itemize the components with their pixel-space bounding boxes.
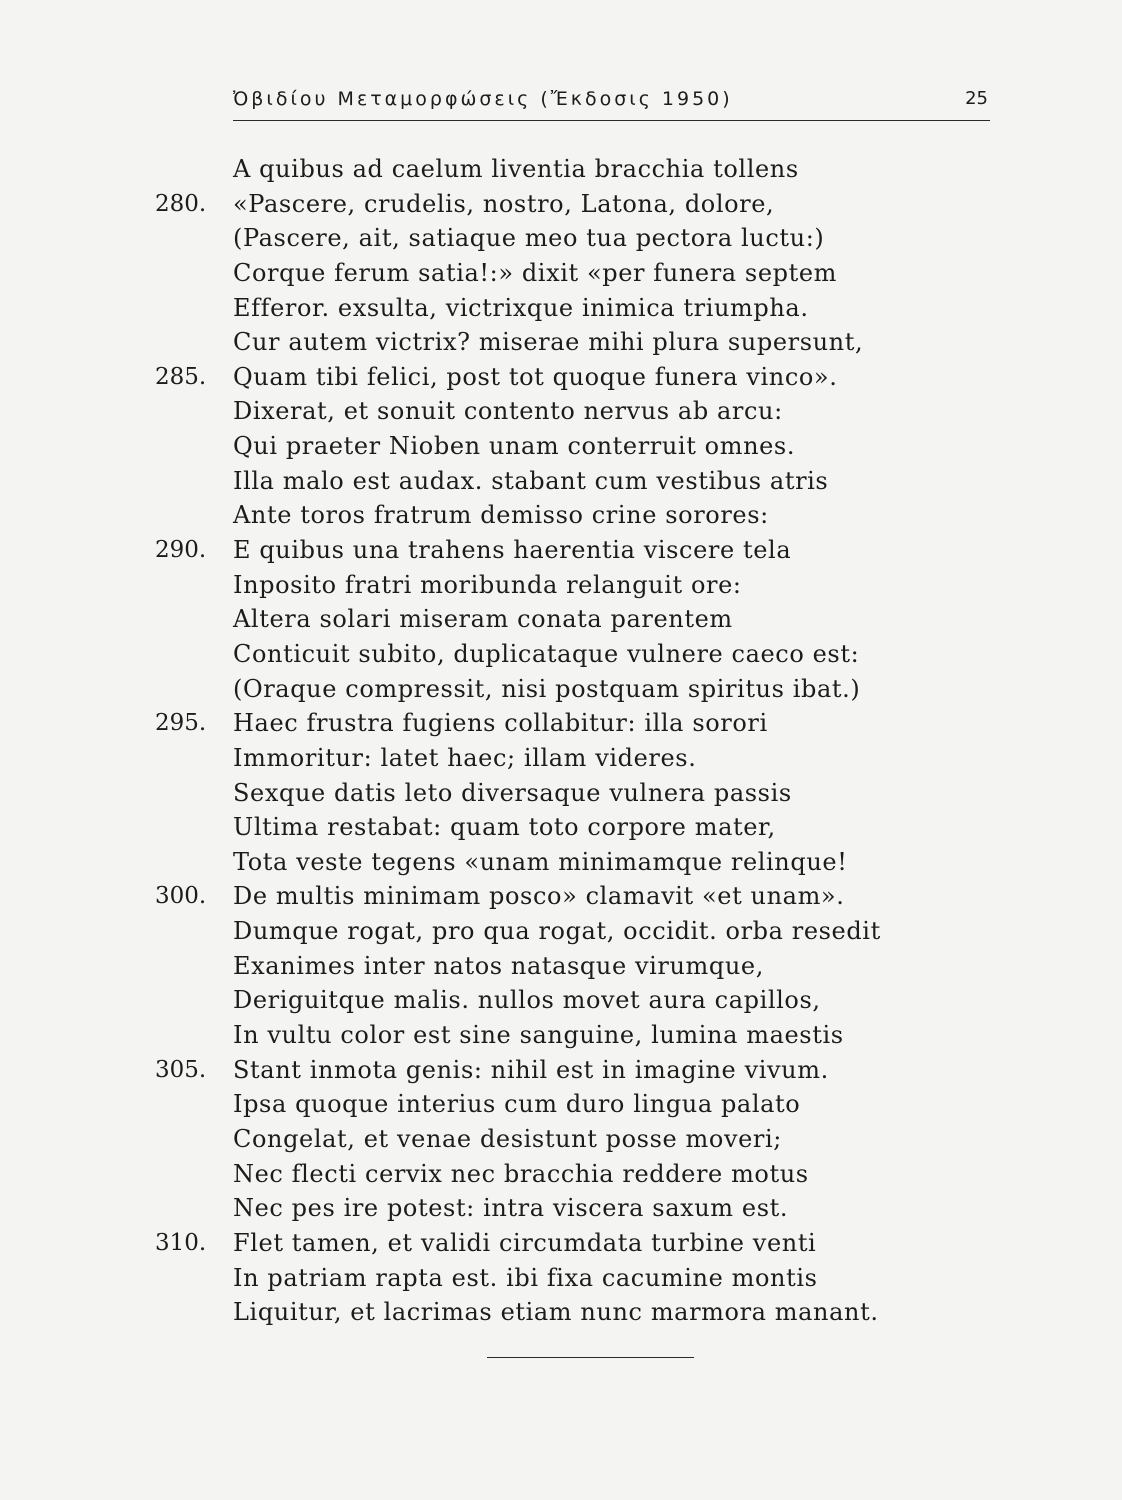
verse-line xyxy=(155,325,955,360)
running-title: Ὀβιδίου Μεταμορφώσεις (Ἔκδοσις 1950) xyxy=(233,88,733,110)
verse-line xyxy=(155,533,955,568)
verse-line xyxy=(155,949,955,984)
verse-text: Ipsa quoque interius cum duro lingua palato xyxy=(233,1090,801,1119)
page-header xyxy=(233,88,990,122)
verse-line xyxy=(155,291,955,326)
verse-text: Illa malo est audax. stabant cum vestibus atris xyxy=(233,466,829,495)
verse-text: (Oraque compressit, nisi postquam spiritus ibat.) xyxy=(233,674,861,703)
page-number: 25 xyxy=(965,88,988,109)
verse-line xyxy=(155,1018,955,1053)
line-number: 290. xyxy=(155,537,207,564)
verse-line xyxy=(155,568,955,603)
verse-text: Nec pes ire potest: intra viscera saxum est. xyxy=(233,1194,789,1223)
verse-text: Efferor. exsulta, victrixque inimica triumpha. xyxy=(233,293,809,322)
verse-text: E quibus una trahens haerentia viscere tela xyxy=(233,536,792,565)
verse-text: Immoritur: latet haec; illam videres. xyxy=(233,743,697,772)
verse-line xyxy=(155,1087,955,1122)
verse-text: Stant inmota genis: nihil est in imagine vivum. xyxy=(233,1055,829,1084)
verse-line xyxy=(155,221,955,256)
verse-text: Cur autem victrix? miserae mihi plura supersunt, xyxy=(233,328,864,357)
verse-text: De multis minimam posco» clamavit «et unam». xyxy=(233,882,845,911)
verse-line xyxy=(155,914,955,949)
verse-line xyxy=(155,1295,955,1330)
line-number: 285. xyxy=(155,363,207,390)
verse-text: A quibus ad caelum liventia bracchia tollens xyxy=(233,155,799,183)
verse-line xyxy=(155,187,955,222)
verse-line xyxy=(155,845,955,880)
verse-line xyxy=(155,706,955,741)
verse-text: In vultu color est sine sanguine, lumina maestis xyxy=(233,1021,844,1050)
line-number: 295. xyxy=(155,710,207,737)
verse-text: Ultima restabat: quam toto corpore mater, xyxy=(233,813,776,842)
header-rule xyxy=(233,120,990,121)
verse-text: Ante toros fratrum demisso crine sorores: xyxy=(233,501,769,530)
verse-line xyxy=(155,983,955,1018)
verse-text: Corque ferum satia!:» dixit «per funera septem xyxy=(233,258,838,287)
verse-line xyxy=(155,1122,955,1157)
verse-line xyxy=(155,741,955,776)
verse-text: Altera solari miseram conata parentem xyxy=(233,605,733,634)
verse-text: Congelat, et venae desistunt posse moveri; xyxy=(233,1124,782,1153)
verse-text: Tota veste tegens «unam minimamque relinque! xyxy=(233,847,848,876)
verse-text: In patriam rapta est. ibi fixa cacumine montis xyxy=(233,1263,818,1292)
verse-line xyxy=(155,464,955,499)
verse-text: Dixerat, et sonuit contento nervus ab arcu: xyxy=(233,397,783,426)
verse-line xyxy=(155,879,955,914)
verse-line xyxy=(155,776,955,811)
verse-line xyxy=(155,1157,955,1192)
verse-text: Exanimes inter natos natasque virumque, xyxy=(233,951,764,980)
verse-list xyxy=(155,152,955,1330)
verse-line xyxy=(155,672,955,707)
verse-text: Deriguitque malis. nullos movet aura capillos, xyxy=(233,986,821,1015)
verse-line xyxy=(155,1261,955,1296)
verse-line xyxy=(155,498,955,533)
verse-line xyxy=(155,1053,955,1088)
verse-line xyxy=(155,1226,955,1261)
verse-text: Qui praeter Nioben unam conterruit omnes. xyxy=(233,432,796,461)
verse-line xyxy=(155,256,955,291)
line-number: 300. xyxy=(155,883,207,910)
verse-text: «Pascere, crudelis, nostro, Latona, dolore, xyxy=(233,189,775,218)
verse-line xyxy=(155,602,955,637)
end-rule xyxy=(487,1357,694,1358)
line-number: 280. xyxy=(155,190,207,217)
verse-text: Haec frustra fugiens collabitur: illa sorori xyxy=(233,709,768,738)
verse-text: Liquitur, et lacrimas etiam nunc marmora manant. xyxy=(233,1298,879,1327)
verse-text: Sexque datis leto diversaque vulnera passis xyxy=(233,778,792,807)
verse-text: Inposito fratri moribunda relanguit ore: xyxy=(233,570,742,599)
line-number: 310. xyxy=(155,1229,207,1256)
verse-text: (Pascere, ait, satiaque meo tua pectora luctu:) xyxy=(233,224,825,253)
verse-text: Flet tamen, et validi circumdata turbine venti xyxy=(233,1228,817,1257)
verse-text: Quam tibi felici, post tot quoque funera vinco». xyxy=(233,362,838,391)
verse-line xyxy=(155,637,955,672)
line-number: 305. xyxy=(155,1056,207,1083)
verse-line xyxy=(155,810,955,845)
verse-text: Nec flecti cervix nec bracchia reddere motus xyxy=(233,1159,809,1188)
verse-text: Conticuit subito, duplicataque vulnere caeco est: xyxy=(233,639,860,668)
verse-line xyxy=(155,394,955,429)
verse-line xyxy=(155,1191,955,1226)
verse-line xyxy=(155,429,955,464)
verse-line xyxy=(155,152,955,187)
verse-text: Dumque rogat, pro qua rogat, occidit. orba resedit xyxy=(233,917,881,946)
verse-line xyxy=(155,360,955,395)
